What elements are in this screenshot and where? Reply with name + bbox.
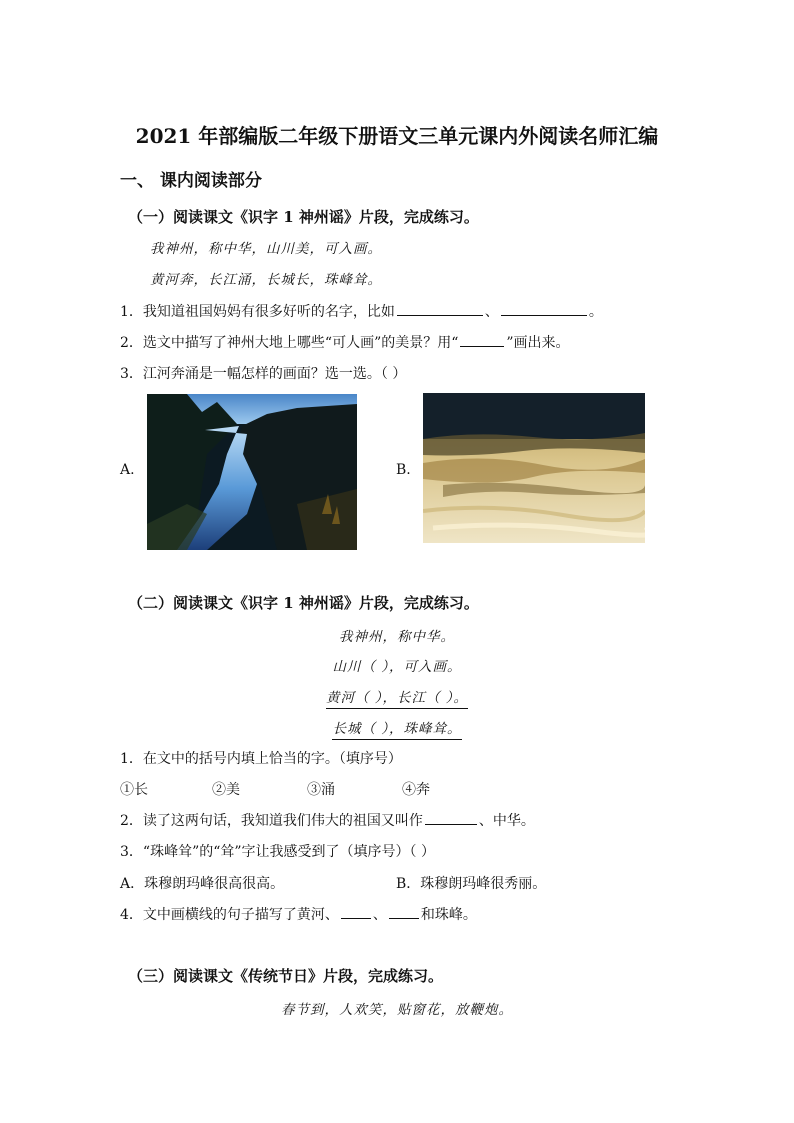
- section-2-question-2: [120, 810, 535, 830]
- question-text-end: ”画出来。: [506, 335, 570, 351]
- option-a-label: A.: [120, 462, 135, 478]
- section-2-poem-line-1: 我神州，称中华。: [339, 629, 455, 645]
- section-2-option-b: B．珠穆朗玛峰很秀丽。: [396, 876, 547, 892]
- separator: 、: [484, 304, 499, 320]
- answer-blank[interactable]: [389, 904, 419, 919]
- section-2-question-1: 1．在文中的括号内填上恰当的字。（填序号）: [120, 751, 402, 767]
- document-title: 2021 年部编版二年级下册语文三单元课内外阅读名师汇编: [135, 124, 659, 148]
- question-text: 1．我知道祖国妈妈有很多好听的名字，比如: [120, 304, 395, 320]
- section-1-question-3: 3．江河奔涌是一幅怎样的画面？选一选。（ ）: [120, 366, 407, 382]
- section-1-poem-line-1: 我神州，称中华，山川美，可入画。: [150, 241, 382, 257]
- underlined-sentence: 长城（ ），珠峰耸。: [332, 721, 461, 740]
- section-1-heading: （一）阅读课文《识字 1 神州谣》片段，完成练习。: [128, 208, 479, 226]
- question-text-end: 、中华。: [478, 813, 535, 829]
- section-2-poem-line-2: 山川（ ），可入画。: [332, 659, 462, 675]
- section-3-heading: （三）阅读课文《传统节日》片段，完成练习。: [128, 967, 444, 985]
- part-heading: 一、 课内阅读部分: [120, 171, 262, 191]
- section-2-option-a: A．珠穆朗玛峰很高很高。: [120, 876, 285, 892]
- answer-blank[interactable]: [397, 301, 483, 316]
- section-2-question-4: [120, 904, 477, 924]
- underlined-sentence: 黄河（ ），长江（ ）。: [326, 690, 468, 709]
- question-text-end: 和珠峰。: [420, 907, 477, 923]
- section-1-question-2: [120, 332, 570, 352]
- separator: 、: [372, 907, 387, 923]
- underline-mark: [460, 332, 504, 347]
- section-1-question-1: [120, 301, 603, 321]
- sentence-end: 。: [588, 304, 603, 320]
- section-2-poem-line-3: [0, 686, 794, 706]
- section-2-choices: [120, 779, 430, 799]
- choice-item: ①长: [120, 782, 148, 798]
- choice-item: ③涌: [307, 782, 335, 798]
- section-2-heading: （二）阅读课文《识字 1 神州谣》片段，完成练习。: [128, 594, 479, 612]
- answer-blank[interactable]: [341, 904, 371, 919]
- choice-item: ②美: [212, 782, 240, 798]
- grassland-photo[interactable]: [423, 393, 645, 543]
- section-1-poem-line-2: 黄河奔，长江涌，长城长，珠峰耸。: [150, 272, 382, 288]
- question-text: 2．读了这两句话，我知道我们伟大的祖国又叫作: [120, 813, 423, 829]
- answer-blank[interactable]: [501, 301, 587, 316]
- river-photo[interactable]: [147, 394, 357, 550]
- section-2-poem-line-4: [0, 717, 794, 737]
- question-text: 2．选文中描写了神州大地上哪些“可人画”的美景？用“: [120, 335, 459, 351]
- section-2-question-3: 3．“珠峰耸”的“耸”字让我感受到了（填序号）（ ）: [120, 844, 435, 860]
- option-b-label: B.: [396, 462, 411, 478]
- answer-blank[interactable]: [425, 810, 477, 825]
- choice-item: ④奔: [402, 782, 430, 798]
- question-text: 4．文中画横线的句子描写了黄河、: [120, 907, 339, 923]
- section-3-poem: 春节到，人欢笑，贴窗花，放鞭炮。: [281, 1002, 513, 1018]
